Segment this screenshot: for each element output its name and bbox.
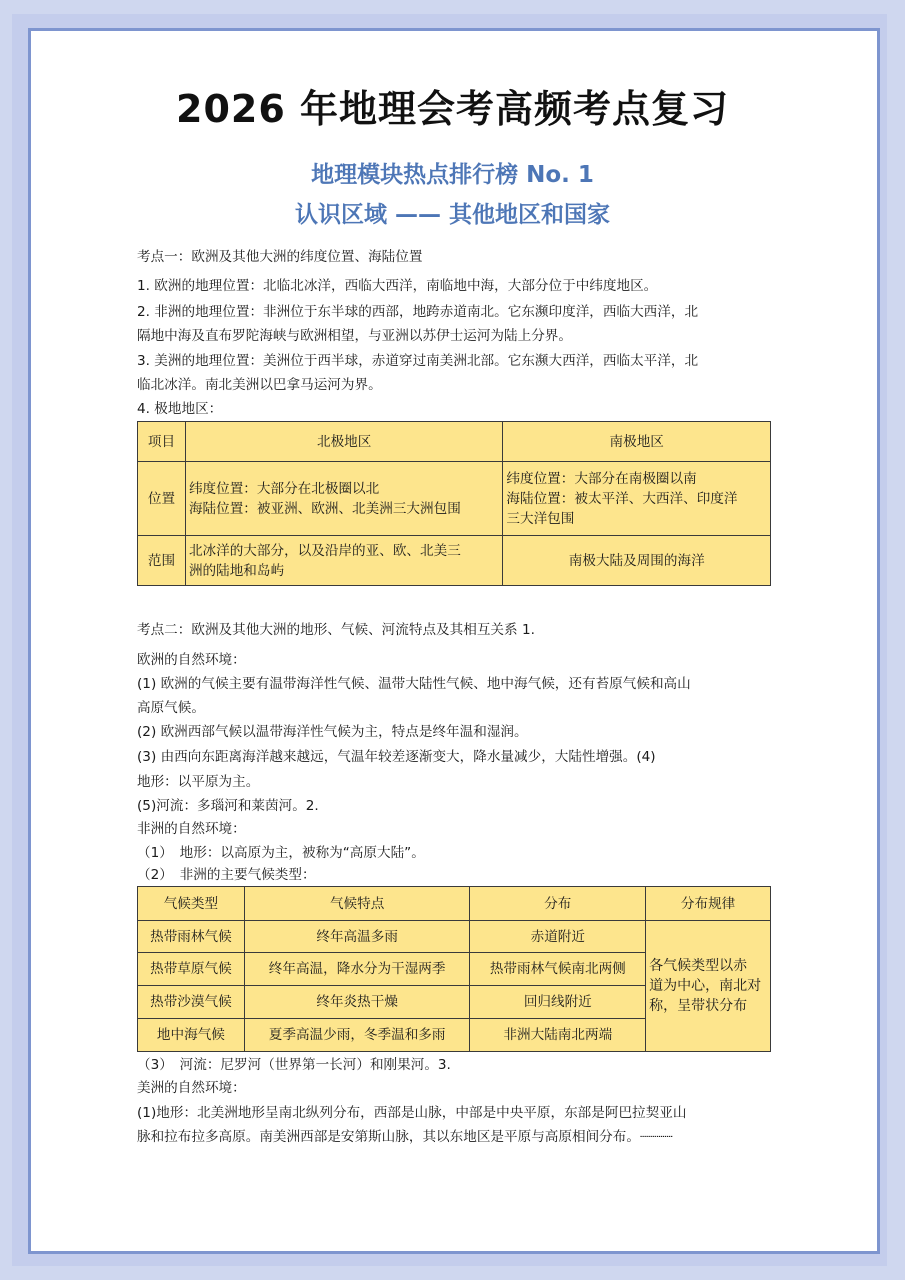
table-row bbox=[138, 462, 771, 536]
text-line: 1. 欧洲的地理位置：北临北冰洋，西临大西洋，南临地中海，大部分位于中纬度地区。 bbox=[137, 278, 658, 294]
table-cell: 终年高温，降水分为干湿两季 bbox=[244, 953, 470, 986]
cell-line: 洲的陆地和岛屿 bbox=[188, 562, 285, 579]
text-line: 美洲的自然环境： bbox=[137, 1080, 246, 1096]
table-cell-rule bbox=[646, 921, 771, 1052]
text-line: （1） 地形：以高原为主，被称为“高原大陆”。 bbox=[137, 845, 425, 861]
cell-line: 称，呈带状分布 bbox=[649, 998, 748, 1014]
table-cell: 夏季高温少雨，冬季温和多雨 bbox=[244, 1019, 470, 1052]
text-line: （2） 非洲的主要气候类型： bbox=[137, 867, 316, 883]
table-header: 气候特点 bbox=[244, 887, 470, 921]
subtitle-topic: 认识区域 —— 其他地区和国家 bbox=[294, 202, 610, 228]
section2-heading: 考点二：欧洲及其他大洲的地形、气候、河流特点及其相互关系 1. bbox=[137, 622, 535, 638]
table-header: 北极地区 bbox=[185, 422, 502, 462]
table-cell: 终年高温多雨 bbox=[244, 921, 470, 953]
table-header: 项目 bbox=[138, 422, 186, 462]
table-cell bbox=[185, 536, 502, 586]
table-cell: 地中海气候 bbox=[138, 1019, 245, 1052]
table-header: 分布 bbox=[470, 887, 646, 921]
cell-line: 三大洋包围 bbox=[506, 510, 575, 527]
text-line: 4. 极地地区： bbox=[137, 401, 223, 417]
table-header: 南极地区 bbox=[503, 422, 771, 462]
section1-heading: 考点一：欧洲及其他大洲的纬度位置、海陆位置 bbox=[137, 249, 423, 265]
table-cell: 位置 bbox=[138, 462, 186, 536]
table-header: 分布规律 bbox=[646, 887, 771, 921]
table-cell bbox=[503, 462, 771, 536]
table-header-row bbox=[138, 887, 771, 921]
table-cell bbox=[185, 462, 502, 536]
text-line: 临北冰洋。南北美洲以巴拿马运河为界。 bbox=[137, 377, 382, 393]
text-line: 隔地中海及直布罗陀海峡与欧洲相望，与亚洲以苏伊士运河为陆上分界。 bbox=[137, 328, 572, 344]
text-line: (5)河流：多瑙河和莱茵河。2. bbox=[137, 798, 319, 814]
text-line: （3） 河流：尼罗河（世界第一长河）和刚果河。3. bbox=[137, 1057, 451, 1073]
table-cell: 热带雨林气候南北两侧 bbox=[470, 953, 646, 986]
table-row bbox=[138, 536, 771, 586]
text-line: 3. 美洲的地理位置：美洲位于西半球，赤道穿过南美洲北部。它东濒大西洋，西临太平洋，北 bbox=[137, 353, 699, 369]
cell-line: 海陆位置：被亚洲、欧洲、北美洲三大洲包围 bbox=[188, 500, 461, 517]
text-line: (1) 欧洲的气候主要有温带海洋性气候、温带大陆性气候、地中海气候，还有苔原气候和高山 bbox=[137, 676, 691, 692]
cell-line: 各气候类型以赤 bbox=[649, 958, 748, 974]
table-cell: 终年炎热干燥 bbox=[244, 986, 470, 1019]
table-cell: 热带沙漠气候 bbox=[138, 986, 245, 1019]
table-header-row bbox=[138, 422, 771, 462]
cell-line: 道为中心，南北对 bbox=[649, 978, 762, 994]
polar-table bbox=[137, 421, 771, 586]
table-header: 气候类型 bbox=[138, 887, 245, 921]
subtitle-ranking: 地理模块热点排行榜 No. 1 bbox=[311, 162, 594, 188]
table-cell: 热带草原气候 bbox=[138, 953, 245, 986]
text-line: 2. 非洲的地理位置：非洲位于东半球的西部，地跨赤道南北。它东濒印度洋，西临大西洋，北 bbox=[137, 304, 699, 320]
page-title: 2026 年地理会考高频考点复习 bbox=[176, 87, 729, 131]
text-line: 地形：以平原为主。 bbox=[137, 774, 260, 790]
climate-table bbox=[137, 886, 771, 1052]
table-cell: 回归线附近 bbox=[470, 986, 646, 1019]
cell-line: 北冰洋的大部分，以及沿岸的亚、欧、北美三 bbox=[188, 542, 461, 559]
table-cell: 范围 bbox=[138, 536, 186, 586]
table-row bbox=[138, 921, 771, 953]
cell-line: 纬度位置：大部分在北极圈以北 bbox=[188, 480, 380, 497]
text-line: 欧洲的自然环境： bbox=[137, 652, 246, 668]
text-line: 高原气候。 bbox=[137, 700, 205, 716]
text-line: (2) 欧洲西部气候以温带海洋性气候为主，特点是终年温和湿润。 bbox=[137, 724, 528, 740]
text-line: 非洲的自然环境： bbox=[137, 821, 246, 837]
text-line: (3) 由西向东距离海洋越来越远，气温年较差逐渐变大，降水量减少，大陆性增强。(4) bbox=[137, 749, 656, 765]
table-cell: 非洲大陆南北两端 bbox=[470, 1019, 646, 1052]
cell-line: 海陆位置：被太平洋、大西洋、印度洋 bbox=[506, 490, 738, 507]
table-cell: 南极大陆及周围的海洋 bbox=[503, 536, 771, 586]
table-cell: 赤道附近 bbox=[470, 921, 646, 953]
text-line: (1)地形：北美洲地形呈南北纵列分布，西部是山脉，中部是中央平原，东部是阿巴拉契亚山 bbox=[137, 1105, 687, 1121]
cell-line: 纬度位置：大部分在南极圈以南 bbox=[506, 470, 697, 487]
table-cell: 热带雨林气候 bbox=[138, 921, 245, 953]
text-line: 脉和拉布拉多高原。南美洲西部是安第斯山脉，其以东地区是平原与高原相间分布。┈┈┈┈ bbox=[137, 1129, 673, 1145]
